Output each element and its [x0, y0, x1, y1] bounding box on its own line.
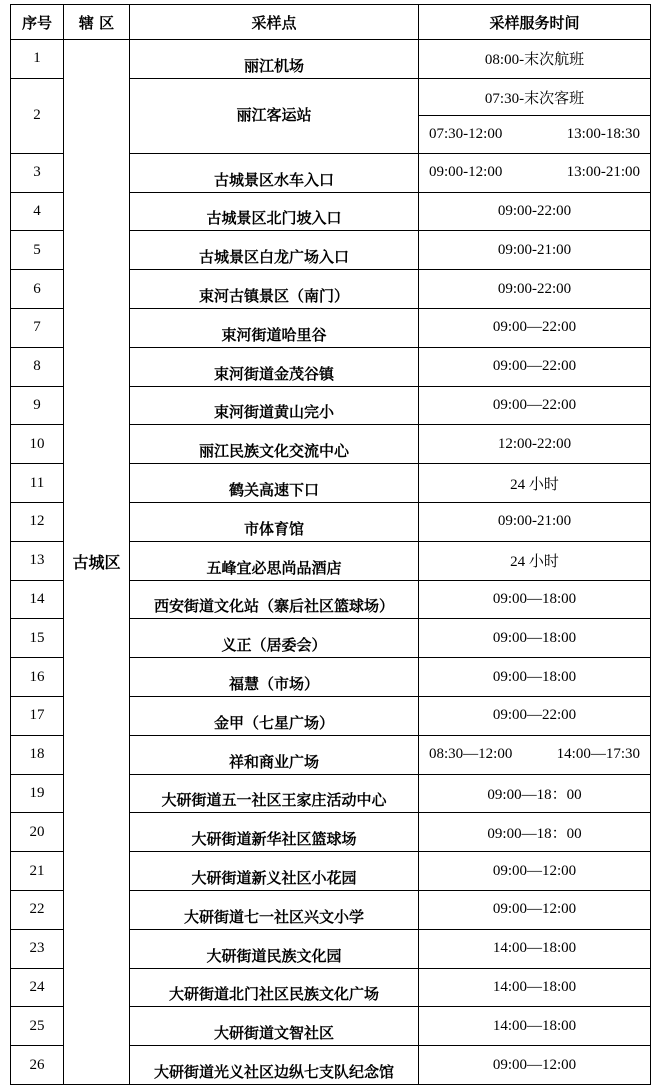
site-name: 大研街道文智社区 [130, 1007, 419, 1046]
service-time: 12:00-22:00 [419, 425, 651, 464]
service-time: 09:00—18：00 [419, 774, 651, 813]
site-name: 大研街道民族文化园 [130, 929, 419, 968]
site-name: 束河街道金茂谷镇 [130, 347, 419, 386]
row-number: 20 [11, 813, 64, 852]
site-name: 大研街道光义社区边纵七支队纪念馆 [130, 1046, 419, 1085]
row-number: 1 [11, 40, 64, 79]
service-time-split [419, 153, 651, 192]
service-time: 09:00-21:00 [419, 231, 651, 270]
row-number: 5 [11, 231, 64, 270]
service-time-morning: 09:00-12:00 [429, 164, 503, 181]
site-name: 丽江客运站 [130, 78, 419, 153]
service-time-afternoon: 13:00-18:30 [566, 126, 640, 143]
row-number: 9 [11, 386, 64, 425]
site-name: 古城景区水车入口 [130, 153, 419, 192]
site-name: 束河古镇景区（南门） [130, 270, 419, 309]
row-number: 26 [11, 1046, 64, 1085]
service-time: 24 小时 [419, 464, 651, 503]
service-time: 14:00—18:00 [419, 1007, 651, 1046]
site-name: 丽江机场 [130, 40, 419, 79]
site-name: 祥和商业广场 [130, 735, 419, 774]
row-number: 25 [11, 1007, 64, 1046]
service-time: 09:00—18:00 [419, 619, 651, 658]
row-number: 16 [11, 658, 64, 697]
row-number: 12 [11, 502, 64, 541]
header-no: 序号 [11, 5, 64, 40]
service-time: 09:00—12:00 [419, 852, 651, 891]
site-name: 束河街道黄山完小 [130, 386, 419, 425]
service-time-afternoon: 14:00—17:30 [556, 746, 640, 763]
row-number: 7 [11, 308, 64, 347]
service-time: 09:00-22:00 [419, 192, 651, 231]
row-number: 21 [11, 852, 64, 891]
site-name: 大研街道北门社区民族文化广场 [130, 968, 419, 1007]
table-row [11, 40, 651, 79]
site-name: 大研街道新华社区篮球场 [130, 813, 419, 852]
site-name: 福慧（市场） [130, 658, 419, 697]
service-time: 08:00-末次航班 [419, 40, 651, 79]
row-number: 11 [11, 464, 64, 503]
site-name: 大研街道七一社区兴文小学 [130, 890, 419, 929]
service-time: 24 小时 [419, 541, 651, 580]
site-name: 大研街道五一社区王家庄活动中心 [130, 774, 419, 813]
header-site: 采样点 [130, 5, 419, 40]
row-number: 17 [11, 696, 64, 735]
service-time: 09:00—18:00 [419, 658, 651, 697]
row-number: 18 [11, 735, 64, 774]
site-name: 古城景区北门坡入口 [130, 192, 419, 231]
district-cell: 古城区 [64, 40, 130, 1085]
site-name: 丽江民族文化交流中心 [130, 425, 419, 464]
row-number: 19 [11, 774, 64, 813]
service-time: 09:00—12:00 [419, 890, 651, 929]
row-number: 13 [11, 541, 64, 580]
sampling-sites-table [10, 4, 651, 1085]
service-time-split [419, 116, 651, 154]
row-number: 14 [11, 580, 64, 619]
service-time: 14:00—18:00 [419, 929, 651, 968]
row-number: 24 [11, 968, 64, 1007]
header-time: 采样服务时间 [419, 5, 651, 40]
service-time: 09:00—22:00 [419, 308, 651, 347]
row-number: 8 [11, 347, 64, 386]
site-name: 五峰宜必思尚品酒店 [130, 541, 419, 580]
site-name: 束河街道哈里谷 [130, 308, 419, 347]
site-name: 西安街道文化站（寨后社区篮球场） [130, 580, 419, 619]
row-number: 22 [11, 890, 64, 929]
row-number: 6 [11, 270, 64, 309]
service-time-morning: 08:30—12:00 [429, 746, 513, 763]
service-time: 09:00—22:00 [419, 696, 651, 735]
row-number: 10 [11, 425, 64, 464]
row-number: 23 [11, 929, 64, 968]
row-number: 15 [11, 619, 64, 658]
row-number: 2 [11, 78, 64, 153]
site-name: 大研街道新义社区小花园 [130, 852, 419, 891]
site-name: 古城景区白龙广场入口 [130, 231, 419, 270]
header-row [11, 5, 651, 40]
service-time: 09:00—18:00 [419, 580, 651, 619]
service-time: 07:30-末次客班 [419, 78, 651, 116]
site-name: 义正（居委会） [130, 619, 419, 658]
service-time: 09:00-21:00 [419, 502, 651, 541]
service-time: 09:00-22:00 [419, 270, 651, 309]
service-time: 14:00—18:00 [419, 968, 651, 1007]
service-time-morning: 07:30-12:00 [429, 126, 503, 143]
row-number: 3 [11, 153, 64, 192]
header-district: 辖 区 [64, 5, 130, 40]
service-time: 09:00—22:00 [419, 386, 651, 425]
service-time: 09:00—22:00 [419, 347, 651, 386]
service-time-split [419, 735, 651, 774]
row-number: 4 [11, 192, 64, 231]
service-time-afternoon: 13:00-21:00 [566, 164, 640, 181]
site-name: 鹤关高速下口 [130, 464, 419, 503]
service-time: 09:00—18：00 [419, 813, 651, 852]
site-name: 金甲（七星广场） [130, 696, 419, 735]
service-time: 09:00—12:00 [419, 1046, 651, 1085]
site-name: 市体育馆 [130, 502, 419, 541]
